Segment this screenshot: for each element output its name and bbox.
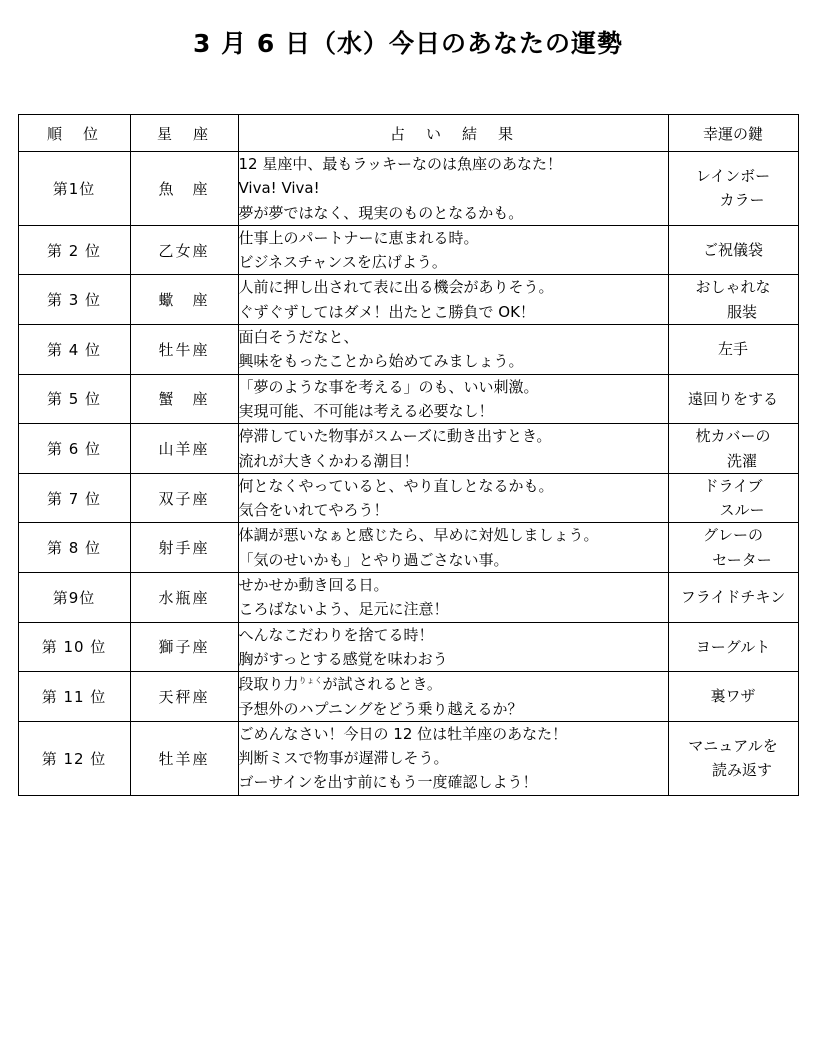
result-line: 夢が夢ではなく、現実のものとなるかも。	[238, 203, 524, 222]
result-line: 人前に押し出されて表に出る機会がありそう。	[238, 278, 554, 297]
result-line: ぐずぐずしてはダメ！出たとこ勝負で OK！	[238, 302, 535, 321]
lucky-key-cell	[668, 523, 798, 573]
rank-cell: 第 5 位	[18, 374, 130, 424]
lucky-key-line: 読み返す	[711, 761, 772, 780]
sign-cell: 蠍 座	[130, 275, 238, 325]
result-cell	[238, 424, 668, 474]
rank-cell: 第 6 位	[18, 424, 130, 474]
table-row	[18, 325, 798, 375]
lucky-key-line: スルー	[719, 501, 765, 520]
ruby-annotation: りょく	[298, 676, 323, 686]
rank-cell: 第1位	[18, 152, 130, 226]
result-cell	[238, 374, 668, 424]
rank-cell: 第 12 位	[18, 721, 130, 795]
result-line: 胸がすっとする感覚を味わおう	[238, 649, 448, 668]
result-line: 仕事上のパートナーに恵まれる時。	[238, 228, 479, 247]
result-line: 段取り力$^{りょく}$が試されるとき。	[238, 675, 442, 694]
table-row	[18, 573, 798, 623]
rank-cell: 第 10 位	[18, 622, 130, 672]
table-row	[18, 721, 798, 795]
lucky-key-cell	[668, 573, 798, 623]
lucky-key-line: 服装	[726, 302, 757, 321]
lucky-key-line: ドライブ	[703, 476, 763, 495]
lucky-key-line: 遠回りをする	[687, 389, 778, 408]
lucky-key-line: グレーの	[702, 526, 763, 545]
sign-cell: 獅子座	[130, 622, 238, 672]
document-page	[0, 24, 816, 1048]
result-cell	[238, 573, 668, 623]
result-cell	[238, 225, 668, 275]
lucky-key-line: 裏ワザ	[710, 687, 756, 706]
table-row	[18, 374, 798, 424]
sign-cell: 双子座	[130, 473, 238, 523]
sign-cell: 魚 座	[130, 152, 238, 226]
table-row	[18, 473, 798, 523]
rank-cell: 第 3 位	[18, 275, 130, 325]
result-line: 興味をもったことから始めてみましょう。	[238, 352, 524, 371]
result-line: ビジネスチャンスを広げよう。	[238, 253, 447, 272]
result-line: 判断ミスで物事が遅滞しそう。	[238, 749, 449, 768]
result-line: 停滞していた物事がスムーズに動き出すとき。	[238, 427, 552, 446]
table-row	[18, 225, 798, 275]
table-row	[18, 424, 798, 474]
fortune-table	[18, 114, 799, 796]
sign-cell: 牡羊座	[130, 721, 238, 795]
page-title: 3 月 6 日（水）今日のあなたの運勢	[193, 29, 623, 58]
result-cell	[238, 672, 668, 722]
lucky-key-line: おしゃれな	[695, 278, 771, 297]
table-header-row	[18, 115, 798, 152]
lucky-key-line: セーター	[712, 550, 772, 569]
result-cell	[238, 325, 668, 375]
lucky-key-cell	[668, 473, 798, 523]
rank-cell: 第9位	[18, 573, 130, 623]
lucky-key-line: 左手	[717, 340, 748, 359]
result-cell	[238, 721, 668, 795]
result-line: 12 星座中、最もラッキーなのは魚座のあなた！	[238, 155, 563, 173]
lucky-key-line: フライドチキン	[680, 588, 786, 607]
column-header-sign: 星 座	[130, 115, 238, 152]
result-cell	[238, 473, 668, 523]
lucky-key-cell	[668, 225, 798, 275]
result-line: 予想外のハプニングをどう乗り越えるか？	[238, 699, 523, 718]
lucky-key-cell	[668, 672, 798, 722]
sign-cell: 水瓶座	[130, 573, 238, 623]
result-cell	[238, 152, 668, 226]
column-header-key: 幸運の鍵	[668, 115, 798, 152]
lucky-key-cell	[668, 424, 798, 474]
rank-cell: 第 2 位	[18, 225, 130, 275]
column-header-result: 占 い 結 果	[238, 115, 668, 152]
result-line: 面白そうだなと、	[238, 328, 359, 347]
result-line: 実現可能、不可能は考える必要なし！	[238, 401, 494, 420]
result-line: 何となくやっていると、やり直しとなるかも。	[238, 476, 554, 495]
sign-cell: 天秤座	[130, 672, 238, 722]
result-line: 流れが大きくかわる潮目！	[238, 451, 419, 470]
result-line: 「気のせいかも」とやり過ごさない事。	[238, 550, 509, 569]
result-cell	[238, 622, 668, 672]
lucky-key-line: 洗濯	[726, 451, 757, 470]
result-line: ゴーサインを出す前にもう一度確認しよう！	[238, 773, 538, 792]
result-cell	[238, 523, 668, 573]
rank-cell: 第 11 位	[18, 672, 130, 722]
lucky-key-line: 枕カバーの	[695, 427, 771, 446]
sign-cell: 山羊座	[130, 424, 238, 474]
result-line: ころばないよう、足元に注意！	[238, 600, 449, 619]
rank-cell: 第 4 位	[18, 325, 130, 375]
column-header-rank: 順 位	[18, 115, 130, 152]
result-line: Viva! Viva!	[238, 179, 320, 198]
rank-cell: 第 8 位	[18, 523, 130, 573]
table-header	[18, 115, 798, 152]
table-row	[18, 622, 798, 672]
lucky-key-cell	[668, 325, 798, 375]
result-line: せかせか動き回る日。	[238, 576, 389, 595]
lucky-key-line: ヨーグルト	[695, 637, 771, 656]
lucky-key-cell	[668, 275, 798, 325]
sign-cell: 蟹 座	[130, 374, 238, 424]
rank-cell: 第 7 位	[18, 473, 130, 523]
table-row	[18, 152, 798, 226]
lucky-key-cell	[668, 374, 798, 424]
table-row	[18, 672, 798, 722]
sign-cell: 牡牛座	[130, 325, 238, 375]
lucky-key-line: カラー	[719, 191, 765, 210]
result-line: 気合をいれてやろう！	[238, 501, 389, 520]
result-line: 体調が悪いなぁと感じたら、早めに対処しましょう。	[238, 526, 599, 545]
result-line: へんなこだわりを捨てる時！	[238, 625, 434, 644]
lucky-key-line: ご祝儀袋	[702, 241, 763, 260]
lucky-key-line: レインボー	[695, 167, 771, 186]
result-line: ごめんなさい！今日の 12 位は牡羊座のあなた！	[238, 724, 568, 743]
sign-cell: 乙女座	[130, 225, 238, 275]
lucky-key-cell	[668, 622, 798, 672]
table-row	[18, 275, 798, 325]
lucky-key-line: マニュアルを	[688, 736, 778, 755]
sign-cell: 射手座	[130, 523, 238, 573]
lucky-key-cell	[668, 721, 798, 795]
table-row	[18, 523, 798, 573]
result-line: 「夢のような事を考える」のも、いい刺激。	[238, 377, 539, 396]
result-cell	[238, 275, 668, 325]
table-body	[18, 152, 798, 796]
lucky-key-cell	[668, 152, 798, 226]
